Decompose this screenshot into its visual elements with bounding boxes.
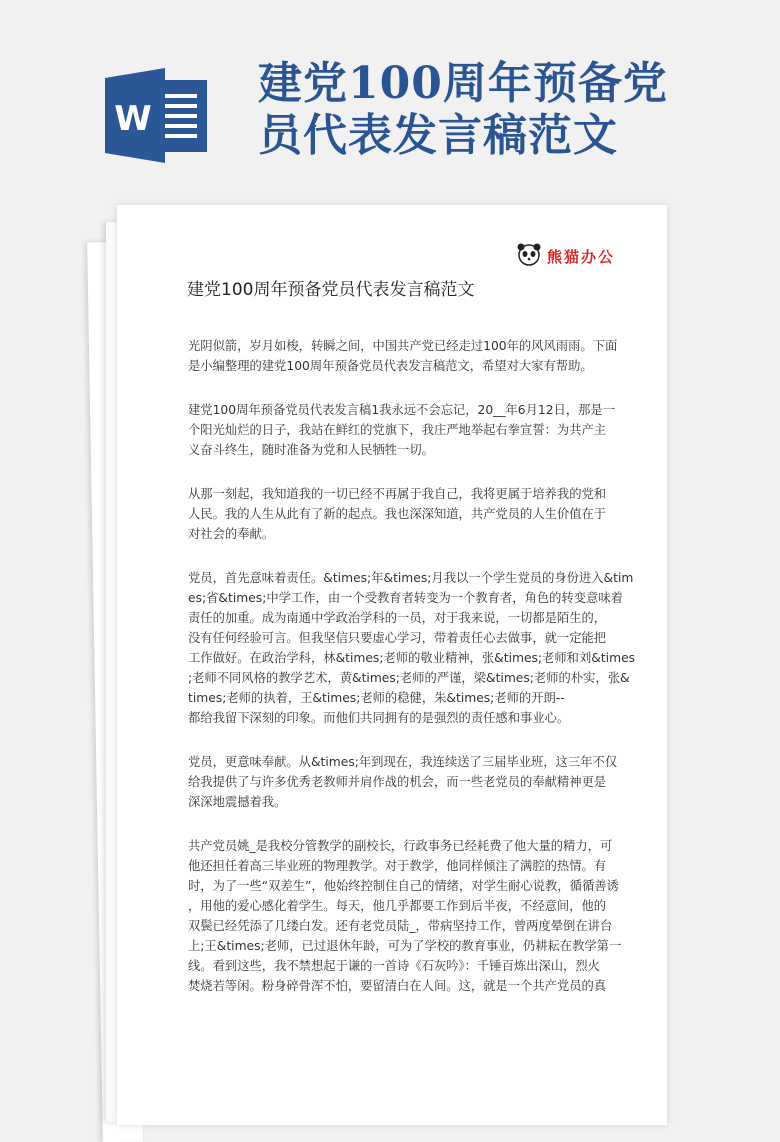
text-line: 对社会的奉献。 [188,527,275,541]
text-line: 他还担任着高三毕业班的物理教学。对于教学，他同样倾注了满腔的热情。有 [188,859,607,873]
text-line: 焚烧若等闲。粉身碎骨浑不怕，要留清白在人间。这，就是一个共产党员的真 [188,979,607,993]
text-line: 是小编整理的建党100周年预备党员代表发言稿范文，希望对大家有帮助。 [188,359,593,373]
text-line: 党员，首先意味着责任。&times;年&times;月我以一个学生党员的身份进入&tim [188,571,634,585]
text-line: 从那一刻起，我知道我的一切已经不再属于我自己，我将更属于培养我的党和 [188,487,607,501]
text-line: 党员，更意味奉献。从&times;年到现在，我连续送了三届毕业班，这三年不仅 [188,755,618,769]
text-line: 上;王&times;老师，已过退休年龄，可为了学校的教育事业，仍耕耘在教学第一 [188,939,622,953]
text-line: 给我提供了与许多优秀老教师并肩作战的机会，而一些老党员的奉献精神更是 [188,775,607,789]
text-line: 线。看到这些，我不禁想起于谦的一首诗《石灰吟》：千锤百炼出深山，烈火 [188,959,600,973]
brand-name: 熊猫办公 [546,247,615,266]
brand-logo [516,243,615,269]
paragraph [188,836,628,996]
document-page [117,205,667,1125]
text-line: 义奋斗终生，随时准备为党和人民牺牲一切。 [188,443,434,457]
text-line: ;老师不同风格的教学艺术，黄&times;老师的严谨，梁&times;老师的朴实，张& [188,671,630,685]
text-line: 光阴似箭，岁月如梭，转瞬之间，中国共产党已经走过100年的风风雨雨。下面 [188,339,618,353]
paragraph [188,484,628,544]
document-body [188,336,636,1020]
text-line: ，用他的爱心感化着学生。每天，他几乎都要工作到后半夜，不经意间，他的 [188,899,607,913]
text-line: 没有任何经验可言。但我坚信只要虚心学习，带着责任心去做事，就一定能把 [188,631,607,645]
paragraph [188,400,628,460]
text-line: es;省&times;中学工作，由一个受教育者转变为一个教育者，角色的转变意味着 [188,591,623,605]
hero-title-line: 建党100周年预备党 [258,58,668,109]
paragraph [188,568,636,728]
text-line: times;老师的执着，王&times;老师的稳健，朱&times;老师的开朗-- [188,691,565,705]
text-line: 都给我留下深刻的印象。而他们共同拥有的是强烈的责任感和事业心。 [188,711,570,725]
text-line: 人民。我的人生从此有了新的起点。我也深深知道，共产党员的人生价值在于 [188,507,607,521]
paragraph [188,752,628,812]
text-line: 工作做好。在政治学科，林&times;老师的敬业精神，张&times;老师和刘&times [188,651,636,665]
text-line: 共产党员姚_是我校分管教学的副校长，行政事务已经耗费了他大量的精力，可 [188,839,613,853]
hero-title-line: 员代表发言稿范文 [258,110,618,161]
text-line: 个阳光灿烂的日子，我站在鲜红的党旗下，我庄严地举起右拳宣誓：为共产主 [188,423,607,437]
document-title: 建党100周年预备党员代表发言稿范文 [187,280,475,300]
logo-letter: W [114,99,152,139]
text-line: 双鬓已经凭添了几缕白发。还有老党员陆_，带病坚持工作，曾两度晕倒在讲台 [188,919,613,933]
paragraph [188,336,628,376]
text-line: 时，为了一些“双差生”，他始终控制住自己的情绪，对学生耐心说教，循循善诱 [188,879,619,893]
text-line: 深深地震撼着我。 [188,795,287,809]
text-line: 责任的加重。成为南通中学政治学科的一员，对于我来说，一切都是陌生的， [188,611,607,625]
text-line: 建党100周年预备党员代表发言稿1我永远不会忘记，20__年6月12日，那是一 [188,403,616,417]
word-icon [105,68,210,163]
hero-title [258,58,668,162]
panda-icon [516,243,542,269]
